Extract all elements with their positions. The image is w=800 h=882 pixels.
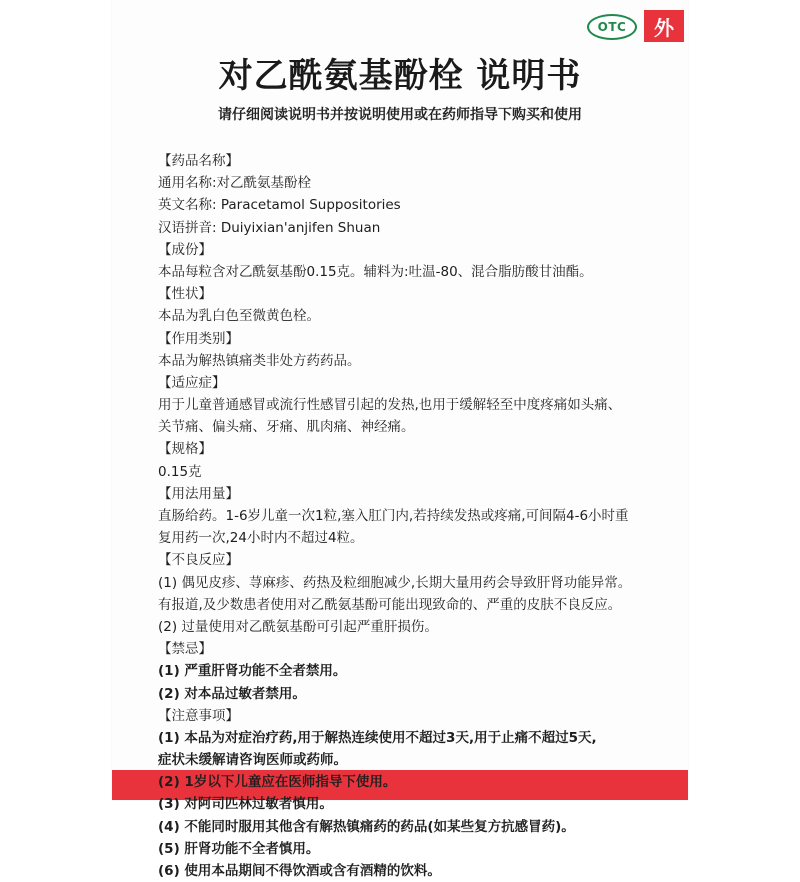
section-heading: 【禁忌】 — [158, 641, 212, 658]
otc-badge — [587, 14, 637, 40]
content-line: 通用名称:对乙酰氨基酚栓 — [158, 175, 312, 192]
content-line: 0.15克 — [158, 463, 202, 480]
content-line: (2) 过量使用对乙酰氨基酚可引起严重肝损伤。 — [158, 618, 438, 635]
content-line: 关节痛、偏头痛、牙痛、肌肉痛、神经痛。 — [158, 419, 415, 436]
content-line: 症状未缓解请咨询医师或药师。 — [158, 752, 347, 769]
section-heading: 【适应症】 — [158, 374, 226, 391]
content-line: (3) 对阿司匹林过敏者慎用。 — [158, 796, 333, 813]
content-line: (4) 不能同时服用其他含有解热镇痛药的药品(如某些复方抗感冒药)。 — [158, 818, 575, 835]
content-line: (1) 严重肝肾功能不全者禁用。 — [158, 663, 347, 680]
section-heading: 【成份】 — [158, 241, 212, 258]
section-heading: 【不良反应】 — [158, 552, 239, 569]
content-line: 直肠给药。1-6岁儿童一次1粒,塞入肛门内,若持续发热或疼痛,可间隔4-6小时重 — [158, 508, 629, 524]
content-line: (1) 本品为对症治疗药,用于解热连续使用不超过3天,用于止痛不超过5天, — [158, 729, 597, 746]
content-line: 有报道,及少数患者使用对乙酰氨基酚可能出现致命的、严重的皮肤不良反应。 — [158, 596, 622, 613]
content-line: 复用药一次,24小时内不超过4粒。 — [158, 530, 364, 547]
content-line: (5) 肝肾功能不全者慎用。 — [158, 840, 320, 857]
section-heading: 【注意事项】 — [158, 707, 239, 724]
content-line: 本品为解热镇痛类非处方药药品。 — [158, 352, 361, 369]
section-heading: 【规格】 — [158, 441, 212, 458]
section-heading: 【作用类别】 — [158, 330, 239, 347]
document-subtitle: 请仔细阅读说明书并按说明使用或在药师指导下购买和使用 — [218, 107, 582, 123]
content-line: 本品每粒含对乙酰氨基酚0.15克。辅料为:吐温-80、混合脂肪酸甘油酯。 — [158, 263, 593, 280]
section-heading: 【药品名称】 — [158, 153, 239, 169]
leaflet-content — [158, 150, 648, 882]
document-title: 对乙酰氨基酚栓 说明书 — [218, 56, 582, 96]
content-line: (1) 偶见皮疹、荨麻疹、药热及粒细胞减少,长期大量用药会导致肝肾功能异常。 — [158, 574, 632, 591]
content-line: 本品为乳白色至微黄色栓。 — [158, 308, 320, 325]
content-line: (6) 使用本品期间不得饮酒或含有酒精的饮料。 — [158, 863, 441, 879]
content-line: 用于儿童普通感冒或流行性感冒引起的发热,也用于缓解轻至中度疼痛如头痛、 — [158, 397, 622, 414]
otc-badge-label: OTC — [597, 20, 627, 34]
external-use-badge: 外 — [644, 10, 684, 42]
content-line: 汉语拼音: Duiyixian'anjifen Shuan — [158, 219, 381, 236]
section-heading: 【性状】 — [158, 286, 212, 303]
content-line: (2) 1岁以下儿童应在医师指导下使用。 — [158, 774, 397, 791]
section-heading: 【用法用量】 — [158, 485, 239, 502]
content-line: (2) 对本品过敏者禁用。 — [158, 685, 306, 702]
content-line: 英文名称: Paracetamol Suppositories — [158, 197, 401, 214]
